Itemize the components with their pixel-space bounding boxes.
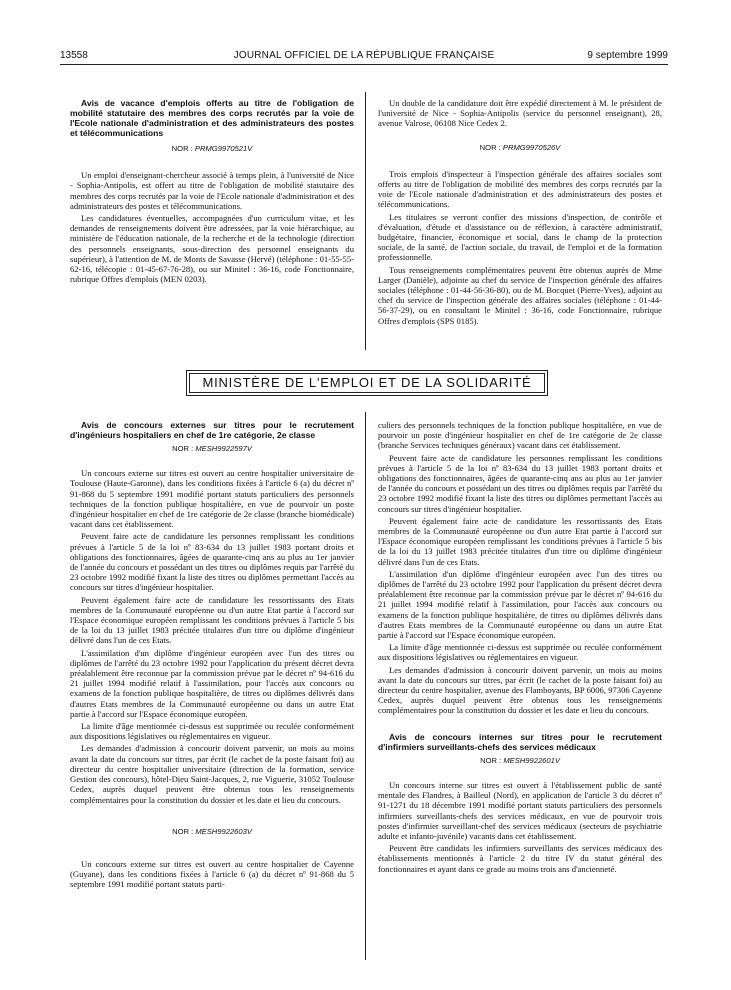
paragraph: Trois emplois d'inspecteur à l'inspection générale des affaires sociales sont offerts au titre de l'obligation de mobilité des membres des corps recrutés par la voie de l'Ecole nationale d'administration et des administrateurs des postes et télécommunications. [378, 168, 662, 210]
paragraph: Un concours interne sur titres est ouvert à l'établissement public de santé mentale des Flandres, à Bailleul (Nord), en application de l'article 3 du décret nº 91-1271 du 18 décembre 1991 modifié portant statuts particuliers des personnels infirmiers surveillants-chefs des services médicaux, en vue de pourvoir trois postes d'infirmier surveillant-chef des services médicaux (secteurs de psychiatrie adulte et infanto-juvénile) vacants dans cet établissement. [378, 779, 662, 841]
paragraph: Peuvent également faire acte de candidature les ressortissants des Etats membres de la Communauté européenne ou d'un autre Etat partie à l'accord sur l'Espace économique européen remplissant les conditions prévues à l'article 5 bis de la loi du 13 juillet 1983 précitée titulaires d'un titre ou diplôme d'ingénieur délivré dans l'un de ces Etats. [70, 594, 354, 646]
paragraph: L'assimilation d'un diplôme d'ingénieur européen avec l'un des titres ou diplômes de l'arrêté du 23 octobre 1992 pour l'application du présent décret devra préalablement être reconnue par la commission prévue par le décret nº 94-616 du 21 juillet 1994 modifié relatif à l'assimilation, pour l'accès aux concours ou examens de la fonction publique hospitalière, de titres ou diplômes délivrés dans d'autres Etats membres de la Communauté européenne ou dans un autre Etat partie à l'accord sur l'Espace économique européen. [378, 568, 662, 641]
paragraph: Les demandes d'admission à concourir doivent parvenir, un mois au moins avant la date du concours sur titres, par écrit (le cachet de la poste faisant foi) au directeur du centre hospitalier universitaire (direction de la formation, service Gestion des concours), hôtel-Dieu Saint-Jacques, 2, rue Viguerie, 31052 Toulouse Cedex, auprès duquel peuvent être obtenus tous les renseignements complémentaires pour la constitution du dossier et les date et lieu du concours. [70, 743, 354, 805]
concours-notice-left [70, 420, 354, 892]
notice-title: Avis de concours externes sur titres pour le recrutement d'ingénieurs hospitaliers en chef de 1re catégorie, 2e classe [70, 420, 354, 440]
nor-reference: NOR : MESH9922597V [172, 444, 252, 453]
journal-title: JOURNAL OFFICIEL DE LA RÉPUBLIQUE FRANÇAISE [233, 50, 495, 61]
paragraph: Un concours externe sur titres est ouvert au centre hospitalier de Cayenne (Guyane), dans les conditions fixées à l'article 6 (a) du décret nº 91-868 du 5 septembre 1991 modifié portant statuts parti- [70, 858, 354, 890]
nor-reference: NOR : MESH9922603V [172, 826, 252, 836]
column-separator [365, 92, 366, 350]
nor-reference: NOR : MESH9922601V [480, 755, 560, 765]
paragraph: Les demandes d'admission à concourir doivent parvenir, un mois au moins avant la date du concours sur titres, par écrit (le cachet de la poste faisant foi) au directeur du centre hospitalier, avenue des Flamboyants, BP 6006, 97306 Cayenne Cedex, auprès duquel peuvent être obtenus tous les renseignements complémentaires pour la constitution du dossier et les date et lieu du concours. [378, 664, 662, 716]
paragraph: Tous renseignements complémentaires peuvent être obtenus auprès de Mme Larger (Danièle), adjointe au chef du service de l'inspection générale des affaires sociales (téléphone : 01-44-56-36-80), ou de M. Bocquet (Pierre-Yves), adjoint au chef du service de l'inspection générale des affaires sociales (téléphone : 01-44-56-37-29), ou en consultant le Minitel : 36-16, code Fonctionnaire, rubrique Offres d'emplois (SPS 0185). [378, 264, 662, 326]
notice-title: Avis de vacance d'emplois offerts au titre de l'obligation de mobilité statutaire des membres des corps recrutés par la voie de l'Ecole nationale d'administration et des administrateurs des postes et télécommunications [70, 98, 354, 138]
paragraph: Peuvent également faire acte de candidature les ressortissants des Etats membres de la Communauté européenne ou d'un autre Etat partie à l'accord sur l'Espace économique européen remplissant les conditions prévues à l'article 5 bis de la loi du 13 juillet 1983 précitée titulaires d'un titre ou diplôme d'ingénieur délivré dans l'un de ces Etats. [378, 515, 662, 567]
header-rule [60, 64, 668, 65]
paragraph: Peuvent être candidats les infirmiers surveillants des services médicaux des établissements mentionnés à l'article 2 du titre IV du statut général des fonctionnaires et ayant dans ce grade au moins trois ans d'ancienneté. [378, 843, 662, 874]
publication-date: 9 septembre 1999 [587, 50, 668, 61]
vacancy-notice-right [378, 98, 662, 328]
paragraph: Un double de la candidature doit être expédié directement à M. le président de l'université de Nice - Sophia-Antipolis (service du personnel enseignant), 28, avenue Valrose, 06108 Nice Cedex 2. [378, 98, 662, 129]
ministry-title: MINISTÈRE DE L'EMPLOI ET DE LA SOLIDARITÉ [202, 375, 532, 390]
notice-title: Avis de concours internes sur titres pour le recrutement d'infirmiers surveillants-chefs des services médicaux [378, 731, 662, 752]
nor-code: MESH9922597V [195, 444, 252, 453]
nor-code: MESH9922603V [195, 826, 252, 836]
paragraph: Peuvent faire acte de candidature les personnes remplissant les conditions prévues à l'article 5 de la loi nº 83-634 du 13 juillet 1983 portant droits et obligations des fonctionnaires, âgées de quarante-cinq ans au plus au 1er janvier de l'année du concours et possédant un des titres ou diplômes requis par l'arrêté du 23 octobre 1992 modifié fixant la liste des titres ou diplômes permettant l'accès au concours sur titres d'ingénieur hospitalier. [70, 531, 354, 593]
nor-code: MESH9922601V [503, 755, 560, 765]
page-header [60, 50, 668, 64]
vacancy-notice-left [70, 98, 354, 286]
paragraph: Les titulaires se verront confier des missions d'inspection, de contrôle et d'évaluation, d'étude et d'assistance ou de réflexion, à caractère administratif, budgétaire, financier, économique et social, dans le champ de la protection sociale, de la santé, de l'action sociale, du travail, de l'emploi et de la formation professionnelle. [378, 211, 662, 263]
nor-reference: NOR : PRMG9970521V [171, 144, 253, 153]
paragraph: culiers des personnels techniques de la fonction publique hospitalière, en vue de pourvoir un poste d'ingénieur hospitalier en chef de 1re catégorie de 2e classe (branche Services techniques généraux) vacant dans cet établissement. [378, 420, 662, 451]
nor-code: PRMG9970526V [502, 142, 561, 152]
paragraph: Les candidatures éventuelles, accompagnées d'un curriculum vitae, et les demandes de renseignements doivent être adressées, par la voie hiérarchique, au ministère de l'éducation nationale, de la recherche et de la technologie (direction des personnels enseignants, sous-direction des personnel enseignants du supérieur), à l'attention de M. de Monts de Savasse (Hervé) (téléphone : 01-55-55-62-16, télécopie : 01-45-67-76-28), ou sur Minitel : 36-16, code Fonctionnaire, rubrique Offres d'emplois (MEN 0203). [70, 213, 354, 285]
paragraph: Un emploi d'enseignant-chercheur associé à temps plein, à l'université de Nice - Sophia-Antipolis, est offert au titre de l'obligation de mobilité statutaire des membres des corps recrutés par la voie de l'Ecole nationale d'administration et des administrateurs des postes et télécommunications. [70, 170, 354, 211]
nor-code: PRMG9970521V [194, 144, 253, 153]
paragraph: L'assimilation d'un diplôme d'ingénieur européen avec l'un des titres ou diplômes de l'arrêté du 23 octobre 1992 pour l'application du présent décret devra préalablement être reconnue par la commission prévue par le décret nº 94-616 du 21 juillet 1994 modifié relatif à l'assimilation, pour l'accès aux concours ou examens de la fonction publique hospitalière, de titres ou diplômes délivrés dans d'autres Etats membres de la Communauté européenne ou dans un autre Etat partie à l'accord sur l'Espace économique européen. [70, 647, 354, 719]
nor-reference: NOR : PRMG9970526V [479, 142, 561, 152]
paragraph: Un concours externe sur titres est ouvert au centre hospitalier universitaire de Toulouse (Haute-Garonne), dans les conditions fixées à l'article 6 (a) du décret nº 91-868 du 5 septembre 1991 modifié portant statuts particuliers des personnels techniques de la fonction publique hospitalière, en vue de pourvoir un poste d'ingénieur hospitalier en chef de 1re catégorie de 2e classe (branche biomédicale) vacant dans cet établissement. [70, 468, 354, 530]
column-separator [365, 412, 366, 960]
concours-notice-right [378, 420, 662, 876]
paragraph: La limite d'âge mentionnée ci-dessus est supprimée ou reculée conformément aux dispositions législatives ou réglementaires en vigueur. [378, 642, 662, 663]
paragraph: La limite d'âge mentionnée ci-dessus est supprimée ou reculée conformément aux dispositions législatives ou réglementaires en vigueur. [70, 721, 354, 742]
ministry-banner [186, 370, 548, 396]
page-number: 13558 [60, 50, 88, 61]
paragraph: Peuvent faire acte de candidature les personnes remplissant les conditions prévues à l'article 5 de la loi nº 83-634 du 13 juillet 1983 portant droits et obligations des fonctionnaires, âgées de quarante-cinq ans au plus au 1er janvier de l'année du concours et possédant un des titres ou diplômes requis par l'arrêté du 23 octobre 1992 modifié fixant la liste des titres ou diplômes permettant l'accès au concours sur titres d'ingénieur hospitalier. [378, 452, 662, 514]
